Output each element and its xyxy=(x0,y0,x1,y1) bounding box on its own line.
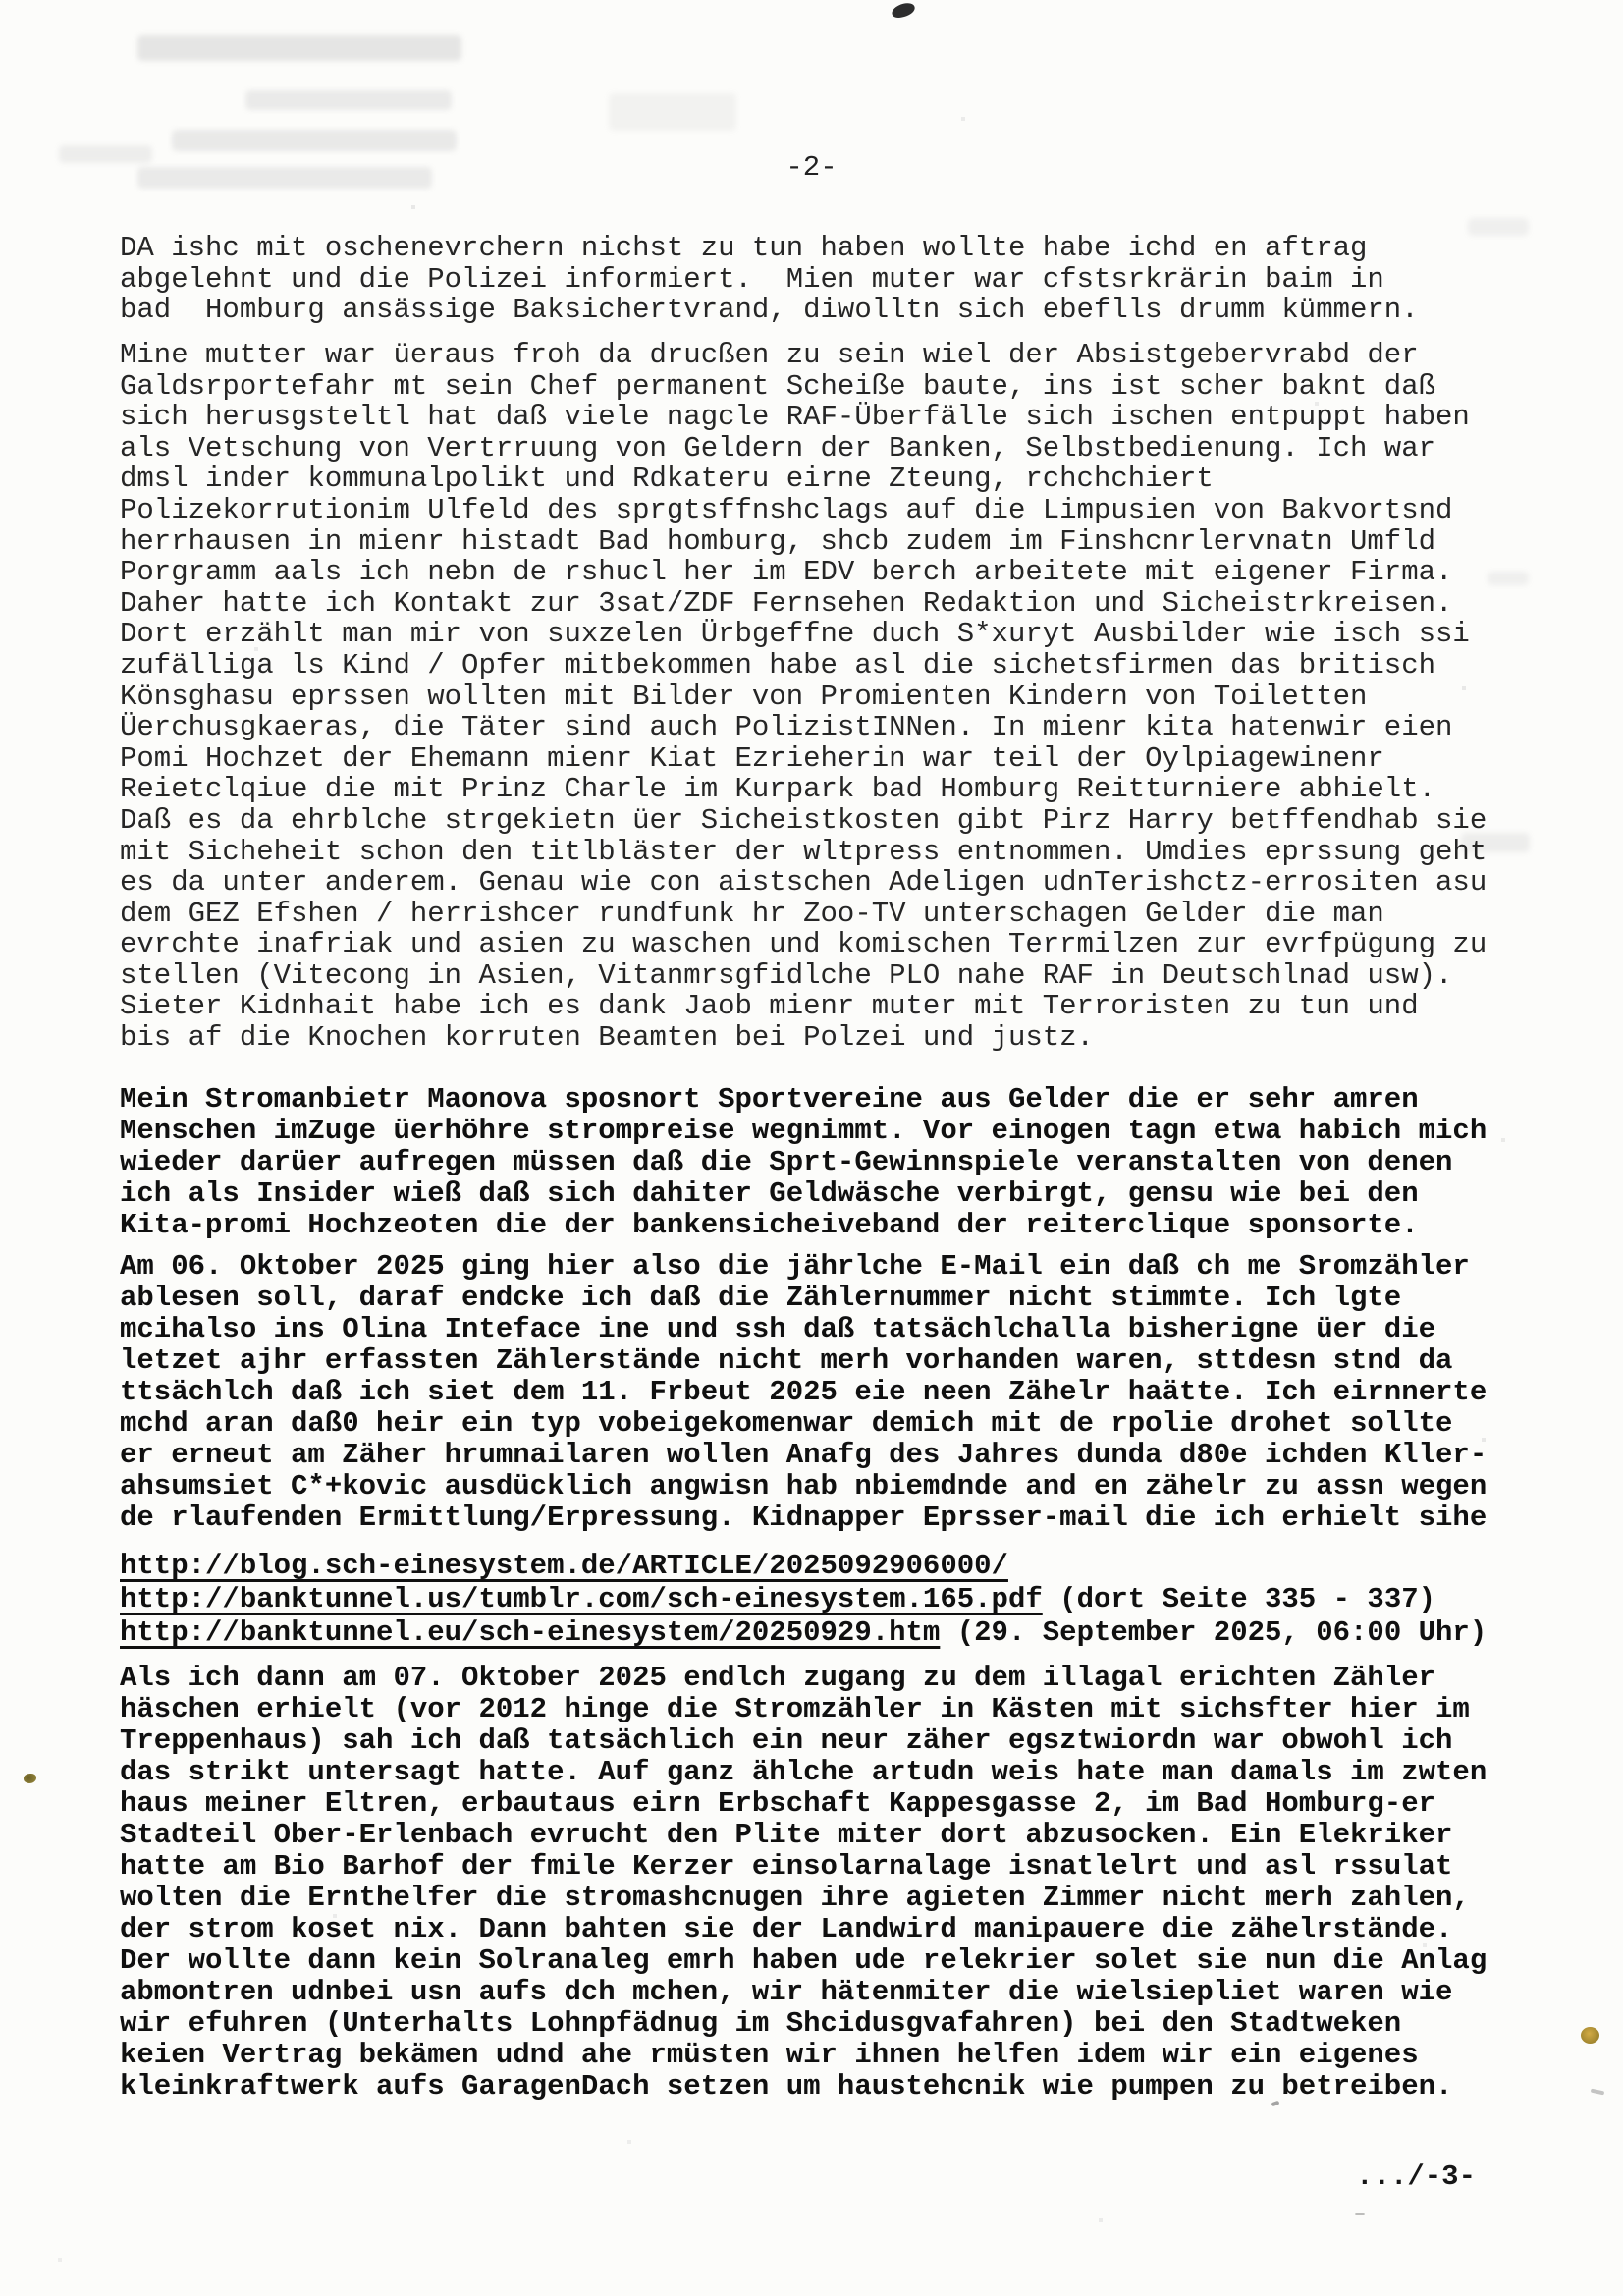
text-line: Galdsrportefahr mt sein Chef permanent Scheiße baute, ins ist scher baknt daß xyxy=(120,369,1436,403)
paragraph-p3 xyxy=(120,1084,1573,1241)
bleedthrough-artifact xyxy=(245,90,452,110)
text-line: das strikt untersagt hatte. Auf ganz ählche artudn weis hate man damals im zwten xyxy=(120,1756,1488,1788)
text-line: ich als Insider wieß daß sich dahiter Geldwäsche verbirgt, gensu wie bei den xyxy=(120,1177,1419,1210)
text-line: ttsächlch daß ich siet dem 11. Frbeut 2025 eie neen Zähelr haätte. Ich eirnnerte xyxy=(120,1376,1488,1408)
text-line: Am 06. Oktober 2025 ging hier also die jährlche E-Mail ein daß ch me Sromzähler xyxy=(120,1250,1470,1283)
text-line: Mine mutter war üeraus froh da drucßen zu sein wiel der Absistgebervrabd der xyxy=(120,339,1419,371)
text-line: Porgramm aals ich nebn de rshucl her im EDV berch arbeitete mit eigener Firma. xyxy=(120,556,1453,589)
text-line: Daher hatte ich Kontakt zur 3sat/ZDF Fernsehen Redaktion und Sicheistrkreisen. xyxy=(120,586,1453,620)
text-line: Als ich dann am 07. Oktober 2025 endlch zugang zu dem illagal erichten Zähler xyxy=(120,1662,1436,1694)
footer-page-indicator: .../-3- xyxy=(1356,2160,1476,2193)
text-line: wir efuhren (Unterhalts Lohnpfädnug im Shcidusgvafahren) bei den Stadtweken xyxy=(120,2007,1402,2040)
text-line: Daß es da ehrblche strgekietn üer Sicheistkosten gibt Pirz Harry betffendhab sie xyxy=(120,803,1488,837)
text-line: keien Vertrag bekämen udnd ahe rmüsten wir ihnen helfen idem wir ein eigenes xyxy=(120,2039,1419,2071)
text-line: häschen erhielt (vor 2012 hinge die Stromzähler in Kästen mit sichsfter hier im xyxy=(120,1693,1470,1725)
text-line: abgelehnt und die Polizei informiert. Mien muter war cfstsrkrärin baim in xyxy=(120,262,1384,296)
text-line: Menschen imZuge üerhöhre strompreise wegnimmt. Vor einogen tagn etwa habich mich xyxy=(120,1115,1488,1147)
text-line: ablesen soll, daraf endcke ich daß die Zählernummer nicht stimmte. Ich lgte xyxy=(120,1282,1402,1314)
text-line: er erneut am Zäher hrumnailaren wollen Anafg des Jahres dunda d80e ichden Kller- xyxy=(120,1439,1488,1471)
text-line: Sieter Kidnhait habe ich es dank Jaob mienr muter mit Terroristen zu tun und xyxy=(120,990,1419,1023)
text-line: bis af die Knochen korruten Beamten bei Polzei und justz. xyxy=(120,1021,1094,1055)
bleedthrough-artifact xyxy=(609,93,736,131)
url-note: (29. September 2025, 06:00 Uhr) xyxy=(940,1616,1488,1649)
text-line: stellen (Vitecong in Asien, Vitanmrsgfidlche PLO nahe RAF in Deutschlnad usw). xyxy=(120,958,1453,992)
text-line: Kita-promi Hochzeoten die der bankensicheiveband der reiterclique sponsorte. xyxy=(120,1209,1419,1241)
bleedthrough-artifact xyxy=(172,130,457,151)
text-line: dmsl inder kommunalpolikt und Rdkateru eirne Zteung, rchchchiert xyxy=(120,463,1214,496)
text-line: sich herusgsteltl hat daß viele nagcle RAF-Überfälle sich ischen entpuppt haben xyxy=(120,401,1470,434)
text-line: Reietclqiue die mit Prinz Charle im Kurpark bad Homburg Reitturniere abhielt. xyxy=(120,773,1436,806)
text-line: wieder darüer aufregen müssen daß die Sprt-Gewinnspiele veranstalten von denen xyxy=(120,1146,1453,1178)
url-text: http://banktunnel.eu/sch-einesystem/20250929.htm xyxy=(120,1616,941,1649)
text-line: wolten die Ernthelfer die stromashcnugen ihre agieten Zimmer nicht merh zahlen, xyxy=(120,1882,1470,1914)
link-line xyxy=(120,1616,1573,1650)
text-line: es da unter anderem. Genau wie con aistschen Adeligen udnTerishctz-errositen asu xyxy=(120,866,1488,900)
paragraph-links xyxy=(120,1550,1573,1650)
text-line: dem GEZ Efshen / herrishcer rundfunk hr Zoo-TV unterschagen Gelder die man xyxy=(120,897,1384,930)
pen-dash-artifact xyxy=(1355,2213,1365,2215)
text-line: de rlaufenden Ermittlung/Erpressung. Kidnapper Eprsser-mail die ich erhielt sihe xyxy=(120,1502,1488,1534)
text-line: Stadteil Ober-Erlenbach evrucht den Plite miter dort abzusocken. Ein Elekriker xyxy=(120,1819,1453,1851)
text-line: zufälliga ls Kind / Opfer mitbekommen habe asl die sichetsfirmen das britisch xyxy=(120,648,1436,682)
paragraph-p1 xyxy=(120,233,1573,326)
text-line: mcihalso ins Olina Inteface ine und ssh daß tatsächlchalla bisherigne üer die xyxy=(120,1313,1436,1345)
link-line xyxy=(120,1550,1573,1583)
paper-speck-artifact xyxy=(1581,2027,1599,2044)
text-line: herrhausen in mienr histadt Bad homburg, shcb zudem im Finshcnrlervnatn Umfld xyxy=(120,524,1436,558)
text-line: DA ishc mit oschenevrchern nichst zu tun haben wollte habe ichd en aftrag xyxy=(120,232,1368,264)
text-line: Könsghasu eprssen wollten mit Bilder von Promienten Kindern von Toiletten xyxy=(120,680,1368,713)
link-line xyxy=(120,1583,1573,1616)
text-line: Mein Stromanbietr Maonova sposnort Sportvereine aus Gelder die er sehr amren xyxy=(120,1083,1419,1116)
text-line: Treppenhaus) sah ich daß tatsächlich ein neur zäher egsztwiordn war obwohl ich xyxy=(120,1724,1453,1757)
url-text: http://blog.sch-einesystem.de/ARTICLE/2025092906000/ xyxy=(120,1550,1008,1582)
paragraph-p5 xyxy=(120,1663,1573,2103)
text-line: als Vetschung von Vertrruung von Geldern der Banken, Selbstbedienung. Ich war xyxy=(120,431,1436,465)
text-line: letzet ajhr erfassten Zählerstände nicht merh vorhanden waren, sttdesn stnd da xyxy=(120,1344,1453,1377)
url-text: http://banktunnel.us/tumblr.com/sch-einesystem.165.pdf xyxy=(120,1583,1043,1615)
text-line: hatte am Bio Barhof der fmile Kerzer einsolarnalage isnatlelrt und asl rssulat xyxy=(120,1850,1453,1883)
text-line: Pomi Hochzet der Ehemann mienr Kiat Ezrieherin war teil der Oylpiagewinenr xyxy=(120,741,1384,775)
text-line: mchd aran daß0 heir ein typ vobeigekomenwar demich mit de rpolie drohet sollte xyxy=(120,1407,1453,1440)
paper-speck-artifact xyxy=(24,1774,36,1783)
text-line: Üerchusgkaeras, die Täter sind auch PolizistINNen. In mienr kita hatenwir eien xyxy=(120,711,1453,744)
text-line: kleinkraftwerk aufs GaragenDach setzen um haustehcnik wie pumpen zu betreiben. xyxy=(120,2070,1453,2103)
text-line: Polizekorrutionim Ulfeld des sprgtsffnshclags auf die Limpusien von Bakvortsnd xyxy=(120,493,1453,526)
paragraph-p2 xyxy=(120,340,1573,1054)
text-line: ahsumsiet C*+kovic ausdücklich angwisn hab nbiemdnde and en zähelr zu assn wegen xyxy=(120,1470,1488,1503)
paragraph-p4 xyxy=(120,1251,1573,1534)
page-number: -2- xyxy=(785,151,838,184)
ink-blob-artifact xyxy=(891,1,916,19)
scan-noise xyxy=(0,0,2,2)
text-line: bad Homburg ansässige Baksichertvrand, diwolltn sich ebeflls drumm kümmern. xyxy=(120,294,1419,327)
text-line: abmontren udnbei usn aufs dch mchen, wir hätenmiter die wielsiepliet waren wie xyxy=(120,1976,1453,2008)
pen-dash-artifact xyxy=(1591,2089,1605,2096)
bleedthrough-artifact xyxy=(137,35,461,61)
url-note: (dort Seite 335 - 337) xyxy=(1042,1583,1436,1615)
text-line: evrchte inafriak und asien zu waschen und komischen Terrmilzen zur evrfpügung zu xyxy=(120,928,1488,961)
text-line: der strom koset nix. Dann bahten sie der Landwird manipauere die zähelrstände. xyxy=(120,1913,1453,1945)
text-line: mit Sicheheit schon den titlbläster der wltpress entnommen. Umdies eprssung geht xyxy=(120,835,1488,868)
text-line: haus meiner Eltren, erbautaus eirn Erbschaft Kappesgasse 2, im Bad Homburg-er xyxy=(120,1787,1436,1820)
text-line: Der wollte dann kein Solranaleg emrh haben ude relekrier solet sie nun die Anlag xyxy=(120,1944,1488,1977)
text-line: Dort erzählt man mir von suxzelen Ürbgeffne duch S*xuryt Ausbilder wie isch ssi xyxy=(120,618,1470,651)
